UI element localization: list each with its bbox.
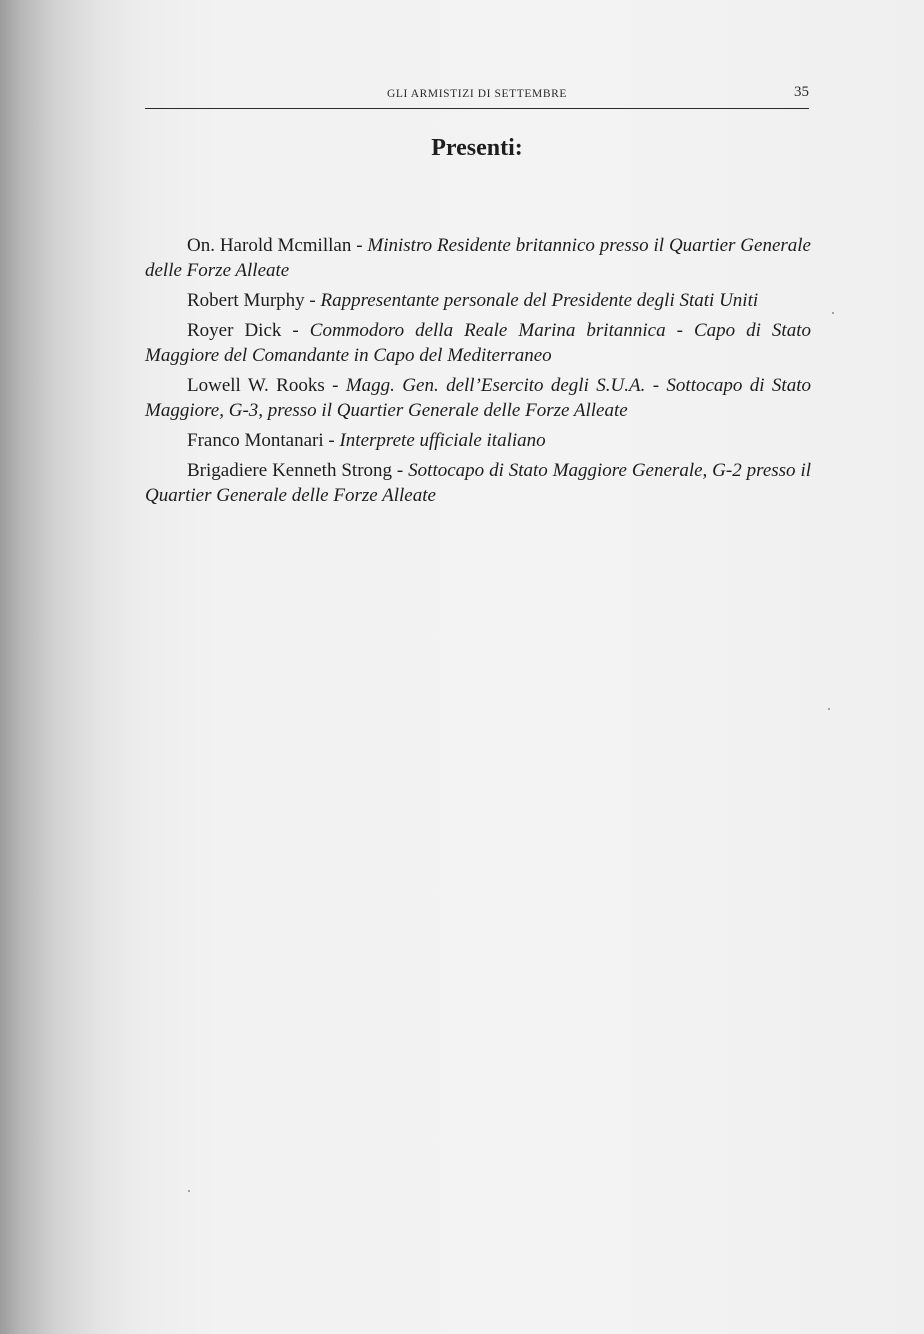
paper-speck <box>832 312 834 314</box>
attendee-role: Magg. Gen. dell’Esercito degli S.U.A. - Sottocapo di Stato Maggiore, G-3, presso il Quartier Generale delle Forze Alleate <box>145 375 811 421</box>
attendee-name: Robert Murphy - <box>187 290 321 311</box>
attendee-entry <box>145 373 811 423</box>
attendee-role: Interprete ufficiale italiano <box>339 430 546 451</box>
attendee-role: Ministro Residente britannico presso il Quartier Generale delle Forze Alleate <box>145 235 811 281</box>
attendee-list <box>145 233 811 513</box>
attendee-name: Royer Dick - <box>187 320 310 341</box>
attendee-entry <box>145 233 811 283</box>
section-title: Presenti: <box>431 135 523 161</box>
attendee-role: Sottocapo di Stato Maggiore Generale, G-2 presso il Quartier Generale delle Forze Alleate <box>145 460 812 506</box>
attendee-role: Rappresentante personale del Presidente degli Stati Uniti <box>320 290 759 311</box>
attendee-name: Lowell W. Rooks - <box>187 375 346 396</box>
paper-speck <box>188 1190 190 1192</box>
page-number: 35 <box>794 84 809 100</box>
running-header <box>145 84 809 109</box>
attendee-entry <box>145 318 811 368</box>
running-title: GLI ARMISTIZI DI SETTEMBRE <box>386 88 568 100</box>
attendee-name: On. Harold Mcmillan - <box>187 235 368 256</box>
attendee-entry <box>145 288 811 313</box>
attendee-name: Franco Montanari - <box>187 430 340 451</box>
attendee-name: Brigadiere Kenneth Strong - <box>187 460 409 481</box>
attendee-entry <box>145 428 811 453</box>
attendee-entry <box>145 458 811 508</box>
attendee-role: Commodoro della Reale Marina britannica - Capo di Stato Maggiore del Comandante in Capo del Mediterraneo <box>145 320 811 366</box>
paper-speck <box>828 708 830 710</box>
